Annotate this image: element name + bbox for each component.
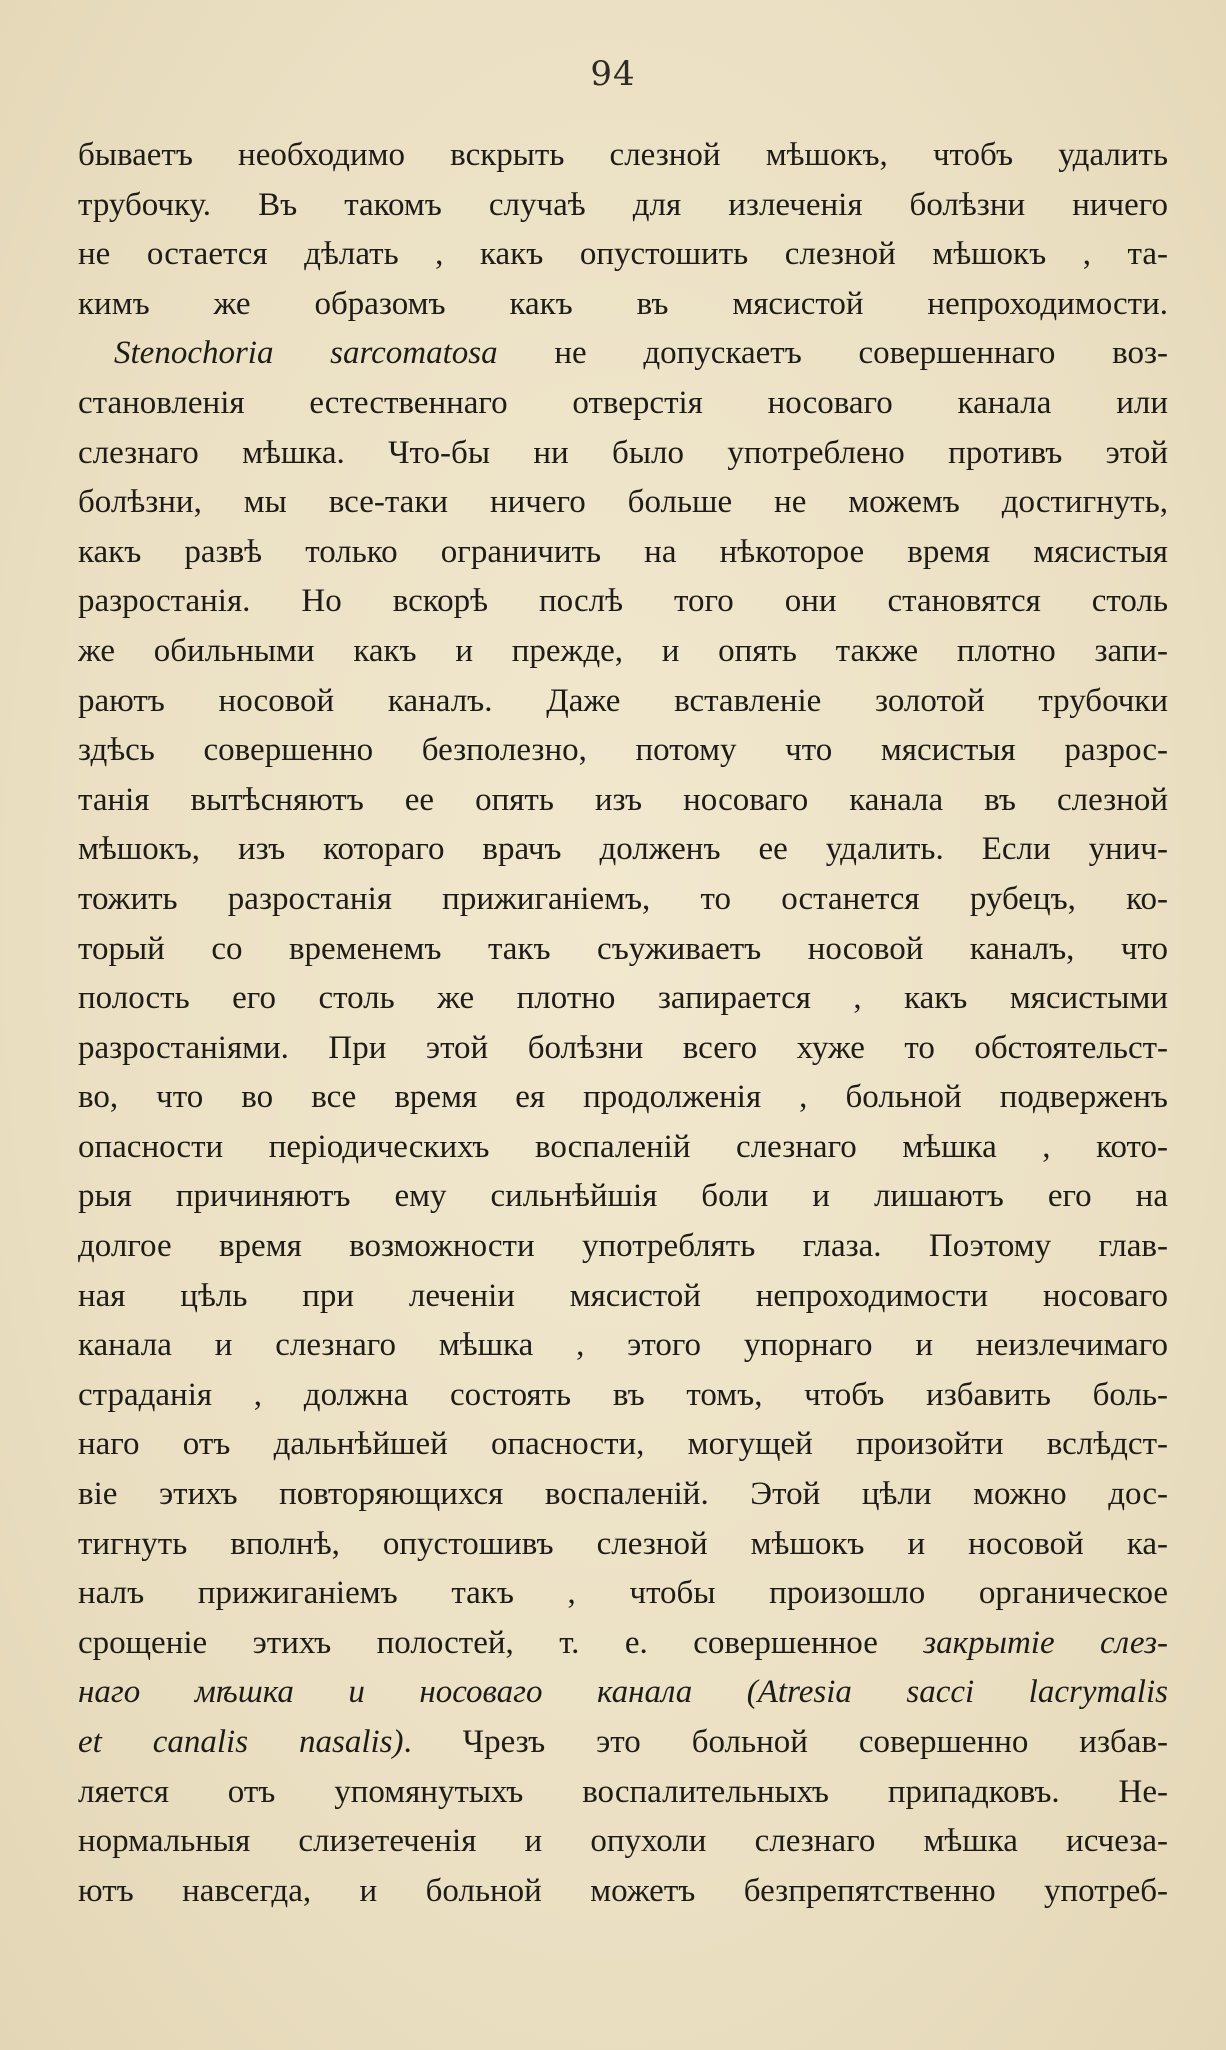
text-line xyxy=(78,577,1168,627)
text-line xyxy=(78,1668,1168,1718)
text-line xyxy=(78,1321,1168,1371)
text-line xyxy=(78,1172,1168,1222)
text-line xyxy=(78,1817,1168,1867)
text-run: здѣсь совершенно безполезно, потому что мясистыя разрос- xyxy=(78,732,1168,769)
text-run: болѣзни, мы все-таки ничего больше не можемъ достигнуть, xyxy=(78,484,1168,521)
text-line xyxy=(78,379,1168,429)
text-run: . Чрезъ это больной совершенно избав- xyxy=(403,1724,1168,1760)
text-run: рыя причиняютъ ему сильнѣйшія боли и лишаютъ его на xyxy=(78,1178,1168,1215)
text-line xyxy=(78,875,1168,925)
text-run: танія вытѣсняютъ ее опять изъ носоваго канала въ слезной xyxy=(78,781,1168,818)
text-run: канала и слезнаго мѣшка , этого упорнаго и неизлечимаго xyxy=(78,1327,1168,1364)
text-line xyxy=(78,925,1168,975)
text-run: віе этихъ повторяющихся воспаленій. Этой цѣли можно дос- xyxy=(78,1476,1168,1513)
text-line xyxy=(78,429,1168,479)
text-line xyxy=(78,478,1168,528)
text-run: срощеніе этихъ полостей, т. е. совершенное xyxy=(78,1624,924,1661)
text-line xyxy=(78,280,1168,330)
text-line xyxy=(78,776,1168,826)
text-run: опасности періодическихъ воспаленій слезнаго мѣшка , кото- xyxy=(78,1128,1168,1165)
text-run: не остается дѣлать , какъ опустошить слезной мѣшокъ , та- xyxy=(78,236,1168,273)
text-run: ная цѣль при леченіи мясистой непроходимости носоваго xyxy=(78,1277,1168,1314)
italic-text-run: et canalis nasalis) xyxy=(78,1724,404,1760)
text-run: страданія , должна состоять въ томъ, чтобъ избавить боль- xyxy=(78,1376,1168,1413)
text-run: торый со временемъ такъ съуживаетъ носовой каналъ, что xyxy=(78,930,1168,967)
text-run: бываетъ необходимо вскрыть слезной мѣшокъ, чтобъ удалить xyxy=(78,137,1168,173)
text-run: ютъ навсегда, и больной можетъ безпрепятственно употреб- xyxy=(78,1872,1168,1909)
body-text xyxy=(78,131,1168,1916)
text-run: ляется отъ упомянутыхъ воспалительныхъ припадковъ. Не- xyxy=(78,1773,1168,1810)
text-run: наго отъ дальнѣйшей опасности, могущей произойти вслѣдст- xyxy=(78,1426,1168,1463)
text-run: полость его столь же плотно запирается , какъ мясистыми xyxy=(78,980,1168,1017)
text-line xyxy=(78,528,1168,578)
text-line xyxy=(78,1371,1168,1421)
text-run: слезнаго мѣшка. Что-бы ни было употреблено противъ этой xyxy=(78,434,1168,471)
text-run: тигнуть вполнѣ, опустошивъ слезной мѣшокъ и носовой ка- xyxy=(78,1525,1168,1562)
text-line xyxy=(78,1222,1168,1272)
text-line xyxy=(78,1569,1168,1619)
text-line xyxy=(78,627,1168,677)
page-number: 94 xyxy=(590,54,636,94)
text-line xyxy=(78,131,1168,181)
text-run: налъ прижиганіемъ такъ , чтобы произошло органическое xyxy=(78,1575,1168,1612)
text-run: раютъ носовой каналъ. Даже вставленіе золотой трубочки xyxy=(78,682,1168,719)
text-line xyxy=(78,1520,1168,1570)
italic-text-run: наго мѣшка и носоваго канала (Atresia sacci lacrymalis xyxy=(78,1674,1168,1711)
text-line xyxy=(78,1272,1168,1322)
text-run: тожить разростанія прижиганіемъ, то останется рубецъ, ко- xyxy=(78,880,1168,917)
text-line xyxy=(78,1073,1168,1123)
text-run: не допускаетъ совершеннаго воз- xyxy=(497,335,1168,372)
text-line xyxy=(78,1619,1168,1669)
text-run: трубочку. Въ такомъ случаѣ для излеченія болѣзни ничего xyxy=(78,186,1168,223)
text-line xyxy=(78,1024,1168,1074)
text-line xyxy=(78,1420,1168,1470)
text-run: же обильными какъ и прежде, и опять также плотно запи- xyxy=(78,632,1168,669)
italic-text-run: закрытіе слез- xyxy=(923,1624,1168,1661)
text-line xyxy=(78,181,1168,231)
text-run: кимъ же образомъ какъ въ мясистой непроходимости. xyxy=(78,285,1168,322)
text-line xyxy=(78,230,1168,280)
text-run: долгое время возможности употреблять глаза. Поэтому глав- xyxy=(78,1228,1168,1265)
text-run: нормальныя слизетеченія и опухоли слезнаго мѣшка исчеза- xyxy=(78,1823,1168,1860)
text-line xyxy=(78,1768,1168,1818)
text-run: мѣшокъ, изъ котораго врачъ долженъ ее удалить. Если унич- xyxy=(78,831,1168,868)
text-run: разростанія. Но вскорѣ послѣ того они становятся столь xyxy=(78,583,1168,620)
text-line xyxy=(78,974,1168,1024)
text-line xyxy=(78,329,1168,379)
text-line xyxy=(78,1123,1168,1173)
text-run: разростаніями. При этой болѣзни всего хуже то обстоятельст- xyxy=(78,1029,1168,1066)
text-line xyxy=(78,1470,1168,1520)
text-run: во, что во все время ея продолженія , больной подверженъ xyxy=(78,1079,1168,1116)
text-run: становленія естественнаго отверстія носоваго канала или xyxy=(78,384,1168,421)
text-line xyxy=(78,825,1168,875)
text-line xyxy=(78,1867,1168,1917)
text-line xyxy=(78,677,1168,727)
text-line xyxy=(78,726,1168,776)
text-line xyxy=(78,1718,1168,1768)
italic-text-run: Stenochoria sarcomatosa xyxy=(114,335,498,372)
text-run: какъ развѣ только ограничить на нѣкоторое время мясистыя xyxy=(78,533,1168,570)
